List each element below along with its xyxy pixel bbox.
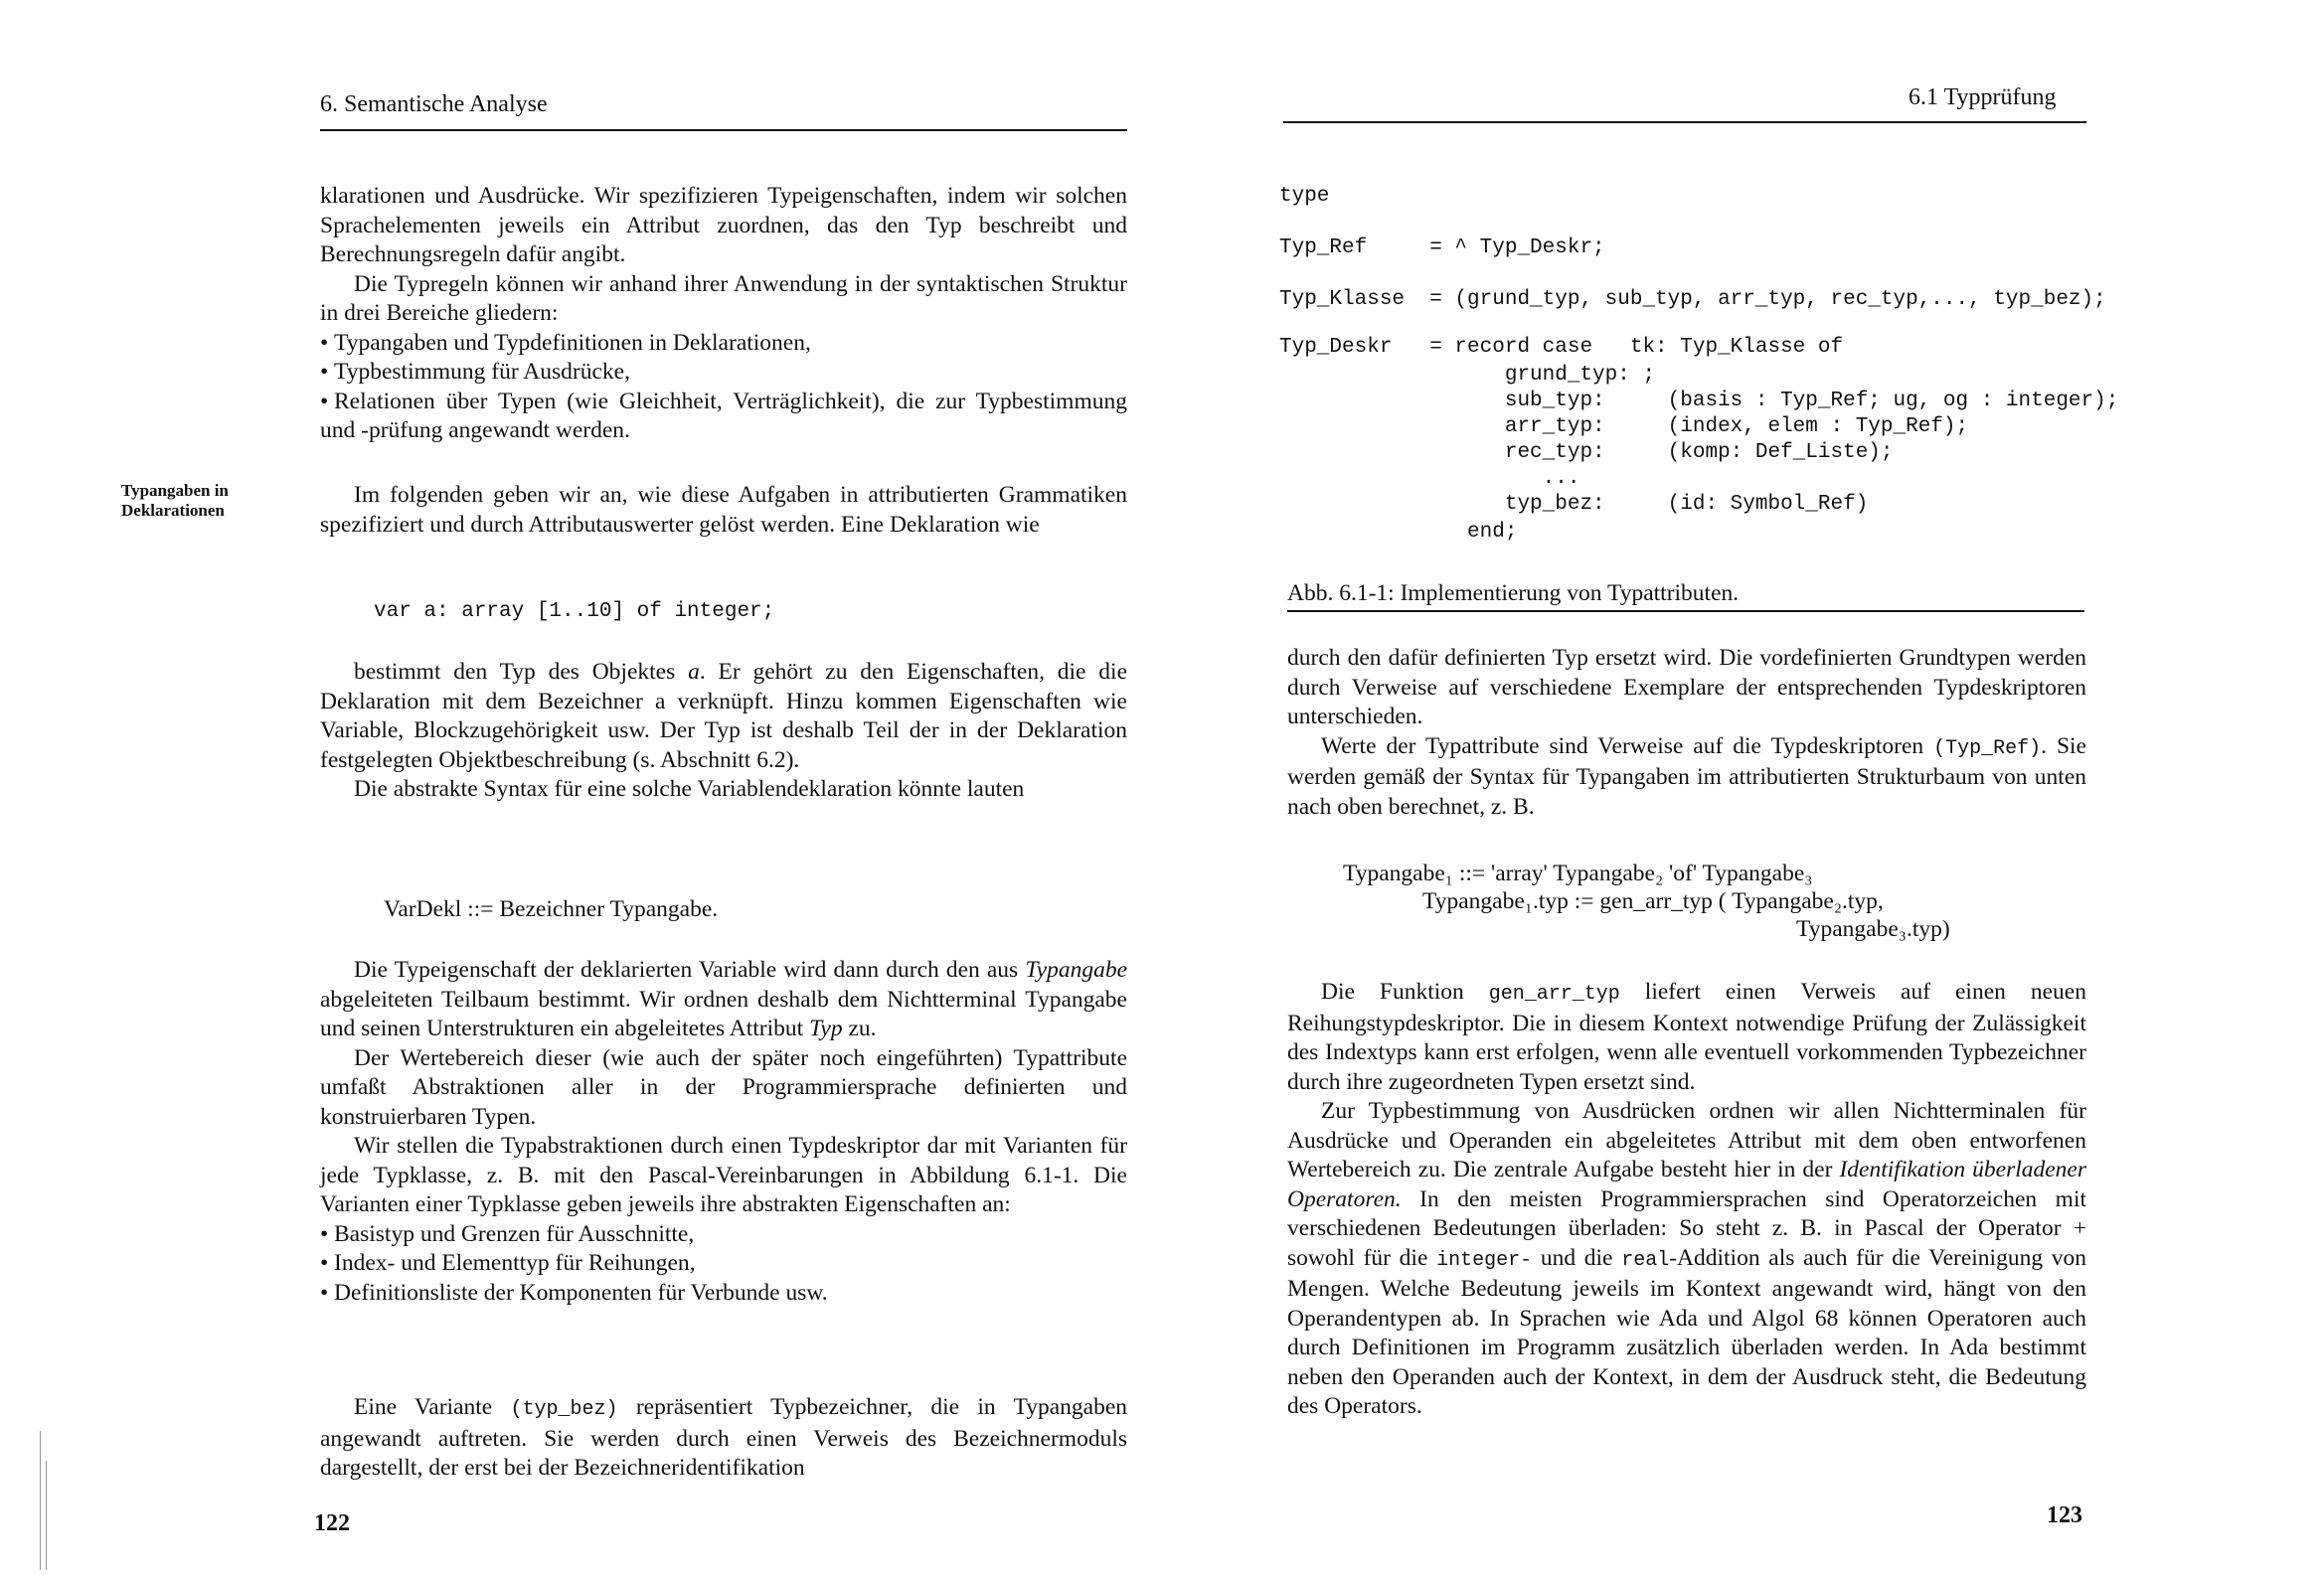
code-line: Typ_Deskr = record case tk: Typ_Klasse of <box>1279 336 1844 359</box>
paragraph: Die Typregeln können wir anhand ihrer Anwendung in der syntaktischen Struktur in drei Bereiche gliedern: <box>320 270 1127 326</box>
header-rule-right <box>1283 121 2086 123</box>
bullet-item: • Basistyp und Grenzen für Ausschnitte, <box>320 1220 695 1247</box>
bullet-item: • Definitionsliste der Komponenten für Verbunde usw. <box>320 1279 828 1306</box>
code-line: type <box>1279 185 1330 208</box>
bullet-item: • Typangaben und Typdefinitionen in Deklarationen, <box>320 329 811 356</box>
bullet-item: • Relationen über Typen (wie Gleichheit, Verträglichkeit), die zur Typbestimmung und -prüfung angewandt werden. <box>320 388 1127 443</box>
code-line: grund_typ: ; <box>1279 364 1656 387</box>
scan-artifact <box>46 1461 47 1570</box>
left-text-block-1 <box>320 182 1127 446</box>
left-text-block-2 <box>320 481 1127 540</box>
paragraph: Werte der Typattribute sind Verweise auf die Typdeskriptoren (Typ_Ref). Sie werden gemäß der Syntax für Typangaben im attributierten Strukturbaum von unten nach oben berechnet, z. B. <box>1287 732 2087 820</box>
paragraph: Die abstrakte Syntax für eine solche Variablendeklaration könnte lauten <box>354 776 1025 802</box>
margin-note: Typangaben in Deklarationen <box>121 481 229 520</box>
code-declaration: var a: array [1..10] of integer; <box>374 600 775 623</box>
formula-line: Typangabe₁ ::= 'array' Typangabe₂ 'of' Typangabe₃ <box>1343 861 1813 886</box>
caption-rule <box>1287 610 2084 612</box>
paragraph: Zur Typbestimmung von Ausdrücken ordnen wir allen Nichtterminalen für Ausdrücke und Operanden ein abgeleitetes Attribut mit dem oben entworfenen Wertebereich zu. Die zentrale Aufgabe besteht hier in der Identifikation überladener Operatoren. In den meisten Programmiersprachen sind Operatorzeichen mit verschiedenen Bedeutungen überladen: So steht z. B. in Pascal der Operator + sowohl für die integer- und die real-Addition als auch für die Vereinigung von Mengen. Welche Bedeutung jeweils im Kontext angewandt wird, hängt von den Operandentypen ab. In Sprachen wie Ada und Algol 68 können Operatoren auch durch Definitionen im Programm zusätzlich überladen werden. In Ada bestimmt neben den Operanden auch der Kontext, in dem der Ausdruck steht, die Bedeutung des Operators. <box>1287 1098 2087 1419</box>
formula-line: Typangabe₃.typ) <box>1796 916 1950 942</box>
paragraph: Der Wertebereich dieser (wie auch der später noch eingeführten) Typattribute umfaßt Abstraktionen aller in der Programmiersprache definierten und konstruierbaren Typen. <box>320 1044 1127 1130</box>
left-text-block-4 <box>320 956 1127 1308</box>
paragraph: durch den dafür definierten Typ ersetzt wird. Die vordefinierten Grundtypen werden durch Verweise auf verschiedene Exemplare der entsprechenden Typdeskriptoren unterschieden. <box>1287 645 2086 729</box>
paragraph: Die Typeigenschaft der deklarierten Variable wird dann durch den aus Typangabe abgeleiteten Teilbaum bestimmt. Wir ordnen deshalb dem Nichtterminal Typangabe und seinen Unterstrukturen ein abgeleitetes Attribut Typ zu. <box>320 957 1128 1041</box>
page-number-right: 123 <box>2047 1502 2082 1528</box>
paragraph: Wir stellen die Typabstraktionen durch einen Typdeskriptor dar mit Varianten für jede Typklasse, z. B. mit den Pascal-Vereinbarungen in Abbildung 6.1-1. Die Varianten einer Typklasse geben jeweils ihre abstrakten Eigenschaften an: <box>320 1133 1127 1217</box>
page-number-left: 122 <box>314 1510 350 1536</box>
running-header-right: 6.1 Typprüfung <box>1909 84 2057 110</box>
code-line: Typ_Ref = ^ Typ_Deskr; <box>1279 237 1605 259</box>
code-line: end; <box>1279 521 1518 544</box>
paragraph: Eine Variante (typ_bez) repräsentiert Typbezeichner, die in Typangaben angewandt auftreten. Sie werden durch einen Verweis des Bezeichnermoduls dargestellt, der erst bei der Bezeichneridentifikation <box>320 1394 1128 1481</box>
left-text-block-3 <box>320 658 1127 805</box>
code-line: sub_typ: (basis : Typ_Ref; ug, og : integer); <box>1279 390 2119 412</box>
right-text-block-2 <box>1287 978 2086 1422</box>
code-line: typ_bez: (id: Symbol_Ref) <box>1279 493 1869 516</box>
code-line: arr_typ: (index, elem : Typ_Ref); <box>1279 415 1969 438</box>
paragraph: bestimmt den Typ des Objektes a. Er gehört zu den Eigenschaften, die die Deklaration mit dem Bezeichner a verknüpft. Hinzu kommen Eigenschaften wie Variable, Blockzugehörigkeit usw. Der Typ ist deshalb Teil der in der Deklaration festgelegten Objektbeschreibung (s. Abschnitt 6.2). <box>320 659 1128 773</box>
syntax-rule: VarDekl ::= Bezeichner Typangabe. <box>384 896 719 922</box>
figure-caption: Abb. 6.1-1: Implementierung von Typattributen. <box>1287 580 1740 606</box>
code-line: Typ_Klasse = (grund_typ, sub_typ, arr_typ, rec_typ,..., typ_bez); <box>1279 288 2106 311</box>
right-text-block-1 <box>1287 644 2086 822</box>
paragraph: klarationen und Ausdrücke. Wir spezifizieren Typeigenschaften, indem wir solchen Sprachelementen jeweils ein Attribut zuordnen, das den Typ beschreibt und Berechnungsregeln dafür angibt. <box>320 183 1127 267</box>
code-line: ... <box>1279 467 1580 490</box>
formula-line: Typangabe₁.typ := gen_arr_typ ( Typangabe₂.typ, <box>1422 888 1884 914</box>
code-line: rec_typ: (komp: Def_Liste); <box>1279 441 1894 464</box>
header-rule-left <box>320 129 1127 131</box>
scan-artifact <box>40 1431 41 1570</box>
bullet-item: • Typbestimmung für Ausdrücke, <box>320 359 630 385</box>
running-header-left: 6. Semantische Analyse <box>320 91 548 117</box>
left-text-block-5 <box>320 1393 1127 1484</box>
paragraph: Die Funktion gen_arr_typ liefert einen Verweis auf einen neuen Reihungstypdeskriptor. Die in diesem Kontext notwendige Prüfung der Zulässigkeit des Indextyps kann erst erfolgen, wenn alle eventuell vorkommenden Typbezeichner durch ihre zugeordneten Typen ersetzt sind. <box>1287 979 2086 1095</box>
bullet-item: • Index- und Elementtyp für Reihungen, <box>320 1250 696 1276</box>
paragraph: Im folgenden geben wir an, wie diese Aufgaben in attributierten Grammatiken spezifiziert und durch Attributauswerter gelöst werden. Eine Deklaration wie <box>320 482 1127 538</box>
right-page <box>1162 0 2324 1577</box>
